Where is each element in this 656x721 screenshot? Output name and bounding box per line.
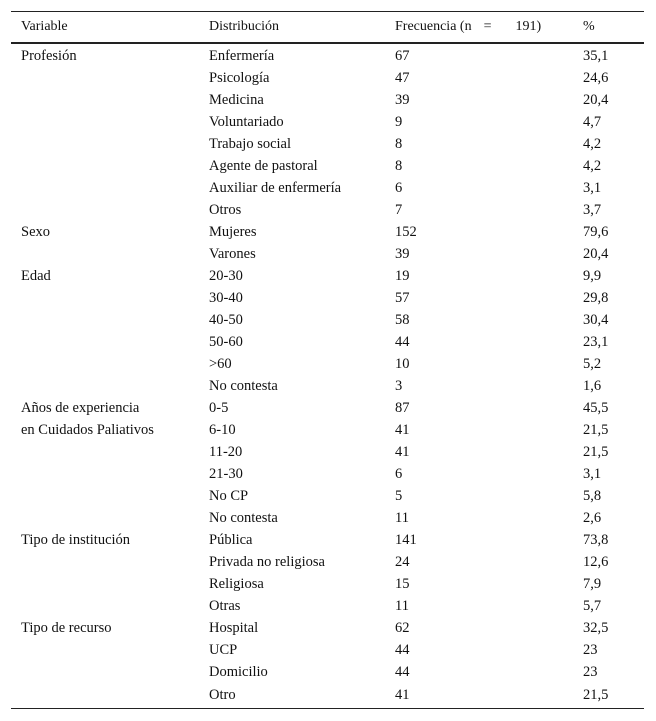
cell-percent: 3,7 <box>583 202 602 218</box>
cell-percent: 20,4 <box>583 246 609 262</box>
cell-distribution: Trabajo social <box>209 136 292 152</box>
table-row <box>11 112 644 134</box>
cell-distribution: 50-60 <box>209 334 243 350</box>
cell-percent: 23 <box>583 642 598 658</box>
table-row <box>11 574 644 596</box>
cell-distribution: No contesta <box>209 510 278 526</box>
cell-variable <box>11 178 199 200</box>
table-row <box>11 398 644 420</box>
cell-frequency: 11 <box>395 510 409 526</box>
cell-frequency: 8 <box>395 136 403 152</box>
cell-percent: 3,1 <box>583 180 602 196</box>
cell-distribution: Mujeres <box>209 224 257 240</box>
cell-variable <box>11 596 199 618</box>
header-frequency-eq: = <box>483 18 492 34</box>
cell-distribution: 21-30 <box>209 466 243 482</box>
cell-frequency: 11 <box>395 598 409 614</box>
cell-variable <box>11 508 199 530</box>
cell-distribution: No CP <box>209 488 249 504</box>
cell-percent: 12,6 <box>583 554 609 570</box>
header-frequency <box>385 12 573 43</box>
table-row <box>11 640 644 662</box>
cell-frequency: 44 <box>395 642 410 658</box>
cell-frequency: 8 <box>395 158 403 174</box>
table-row <box>11 134 644 156</box>
cell-distribution: 11-20 <box>209 444 243 460</box>
cell-distribution: Varones <box>209 246 256 262</box>
cell-frequency: 62 <box>395 620 410 636</box>
cell-percent: 4,2 <box>583 136 602 152</box>
cell-distribution: 0-5 <box>209 400 229 416</box>
header-row <box>11 12 644 43</box>
cell-variable: Años de experiencia <box>21 400 140 416</box>
table-row <box>11 662 644 684</box>
table-row <box>11 420 644 442</box>
cell-frequency: 57 <box>395 290 410 306</box>
table-row <box>11 552 644 574</box>
cell-frequency: 39 <box>395 92 410 108</box>
table-row <box>11 43 644 68</box>
table-row <box>11 376 644 398</box>
cell-variable <box>11 684 199 709</box>
cell-distribution: Auxiliar de enfermería <box>209 180 342 196</box>
header-frequency-prefix: Frecuencia (n <box>395 18 472 34</box>
cell-variable: Sexo <box>21 224 50 240</box>
cell-distribution: Enfermería <box>209 48 275 64</box>
table-row <box>11 596 644 618</box>
cell-variable: Edad <box>21 268 51 284</box>
cell-distribution: Voluntariado <box>209 114 284 130</box>
cell-percent: 35,1 <box>583 48 609 64</box>
cell-percent: 73,8 <box>583 532 609 548</box>
cell-variable <box>11 112 199 134</box>
cell-variable: Tipo de recurso <box>21 620 112 636</box>
cell-variable <box>11 574 199 596</box>
cell-percent: 5,2 <box>583 356 602 372</box>
cell-frequency: 19 <box>395 268 410 284</box>
table-header <box>11 12 644 43</box>
cell-frequency: 9 <box>395 114 403 130</box>
cell-percent: 1,6 <box>583 378 602 394</box>
cell-percent: 29,8 <box>583 290 609 306</box>
cell-distribution: Otras <box>209 598 241 614</box>
cell-percent: 79,6 <box>583 224 609 240</box>
cell-distribution: Otros <box>209 202 242 218</box>
cell-variable: Profesión <box>21 48 77 64</box>
table-row <box>11 68 644 90</box>
table-row <box>11 530 644 552</box>
cell-distribution: Domicilio <box>209 664 268 680</box>
cell-distribution: 20-30 <box>209 268 243 284</box>
cell-percent: 2,6 <box>583 510 602 526</box>
cell-distribution: Otro <box>199 684 385 709</box>
data-table-container <box>11 11 644 709</box>
cell-variable <box>11 464 199 486</box>
table-row <box>11 684 644 709</box>
cell-frequency: 152 <box>395 224 417 240</box>
cell-distribution: >60 <box>209 356 232 372</box>
header-frequency-n: 191) <box>515 18 542 34</box>
cell-percent: 20,4 <box>583 92 609 108</box>
cell-frequency: 15 <box>395 576 410 592</box>
cell-frequency: 67 <box>395 48 410 64</box>
cell-frequency: 47 <box>395 70 410 86</box>
cell-variable <box>11 640 199 662</box>
cell-percent: 24,6 <box>583 70 609 86</box>
table-row <box>11 244 644 266</box>
table-body <box>11 43 644 709</box>
cell-distribution: Religiosa <box>209 576 264 592</box>
cell-percent: 30,4 <box>583 312 609 328</box>
table-row <box>11 508 644 530</box>
cell-frequency: 6 <box>395 180 403 196</box>
cell-percent: 23 <box>583 664 598 680</box>
cell-distribution: 30-40 <box>209 290 243 306</box>
cell-variable <box>11 376 199 398</box>
cell-distribution: No contesta <box>209 378 278 394</box>
cell-frequency: 39 <box>395 246 410 262</box>
cell-frequency: 6 <box>395 466 403 482</box>
cell-percent: 45,5 <box>583 400 609 416</box>
header-percent: % <box>573 12 644 43</box>
cell-variable: en Cuidados Paliativos <box>21 422 154 438</box>
cell-percent: 21,5 <box>573 684 644 709</box>
cell-variable <box>11 442 199 464</box>
cell-variable <box>11 288 199 310</box>
demographics-table <box>11 11 644 709</box>
cell-percent: 3,1 <box>583 466 602 482</box>
cell-percent: 4,7 <box>583 114 602 130</box>
cell-distribution: UCP <box>209 642 238 658</box>
cell-frequency: 41 <box>395 422 410 438</box>
cell-frequency: 44 <box>395 664 410 680</box>
cell-frequency: 24 <box>395 554 410 570</box>
cell-distribution: Psicología <box>209 70 270 86</box>
cell-frequency: 7 <box>395 202 403 218</box>
cell-frequency: 44 <box>395 334 410 350</box>
cell-frequency: 3 <box>395 378 403 394</box>
cell-variable <box>11 68 199 90</box>
table-row <box>11 178 644 200</box>
cell-frequency: 87 <box>395 400 410 416</box>
header-variable: Variable <box>11 12 199 43</box>
table-row <box>11 222 644 244</box>
cell-variable: Tipo de institución <box>21 532 131 548</box>
table-row <box>11 288 644 310</box>
cell-distribution: Medicina <box>209 92 264 108</box>
cell-variable <box>11 354 199 376</box>
cell-variable <box>11 486 199 508</box>
cell-distribution: Hospital <box>209 620 259 636</box>
cell-percent: 7,9 <box>583 576 602 592</box>
table-row <box>11 354 644 376</box>
cell-percent: 9,9 <box>583 268 602 284</box>
table-row <box>11 464 644 486</box>
cell-percent: 5,7 <box>583 598 602 614</box>
table-row <box>11 156 644 178</box>
table-row <box>11 442 644 464</box>
table-row <box>11 90 644 112</box>
cell-percent: 32,5 <box>583 620 609 636</box>
cell-percent: 4,2 <box>583 158 602 174</box>
table-row <box>11 266 644 288</box>
cell-variable <box>11 310 199 332</box>
cell-distribution: Pública <box>209 532 253 548</box>
cell-variable <box>11 662 199 684</box>
cell-variable <box>11 200 199 222</box>
cell-frequency: 10 <box>395 356 410 372</box>
cell-variable <box>11 90 199 112</box>
cell-variable <box>11 332 199 354</box>
cell-variable <box>11 156 199 178</box>
cell-variable <box>11 134 199 156</box>
table-row <box>11 200 644 222</box>
table-row <box>11 310 644 332</box>
table-row <box>11 332 644 354</box>
cell-distribution: Agente de pastoral <box>209 158 318 174</box>
cell-percent: 5,8 <box>583 488 602 504</box>
header-distribution: Distribución <box>199 12 385 43</box>
cell-frequency: 141 <box>395 532 417 548</box>
cell-frequency: 58 <box>395 312 410 328</box>
cell-distribution: 6-10 <box>209 422 236 438</box>
cell-frequency: 5 <box>395 488 403 504</box>
table-row <box>11 618 644 640</box>
table-row <box>11 486 644 508</box>
cell-percent: 21,5 <box>583 444 609 460</box>
cell-frequency: 41 <box>395 444 410 460</box>
cell-percent: 23,1 <box>583 334 609 350</box>
cell-distribution: Privada no religiosa <box>209 554 325 570</box>
cell-variable <box>11 244 199 266</box>
cell-variable <box>11 552 199 574</box>
cell-percent: 21,5 <box>583 422 609 438</box>
cell-distribution: 40-50 <box>209 312 243 328</box>
cell-frequency: 41 <box>385 684 573 709</box>
